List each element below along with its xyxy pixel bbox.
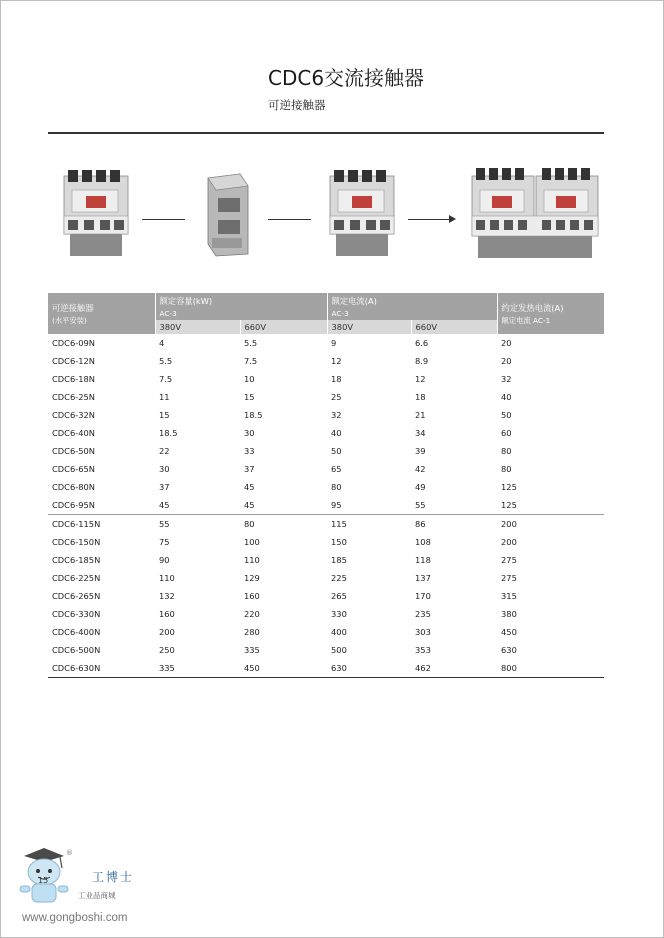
thermal-current-cell: 60	[501, 428, 512, 438]
current-380v-cell: 12	[331, 356, 342, 366]
power-380v-cell: 37	[159, 482, 170, 492]
model-cell: CDC6-225N	[52, 573, 101, 583]
power-660v-cell: 110	[244, 555, 260, 565]
power-380v-cell: 22	[159, 446, 170, 456]
reversing-contactor-image	[470, 166, 600, 260]
header-current	[327, 293, 497, 320]
table-header-row	[48, 293, 604, 320]
thermal-current-cell: 380	[501, 609, 517, 619]
current-660v-cell: 34	[415, 428, 426, 438]
header-model-label: 可逆接触器	[52, 302, 94, 313]
power-380v-cell: 18.5	[159, 428, 178, 438]
model-cell: CDC6-185N	[52, 555, 101, 565]
model-cell: CDC6-400N	[52, 627, 101, 637]
power-380v-cell: 90	[159, 555, 170, 565]
table-row	[48, 587, 604, 605]
subheader-660v-current: 660V	[411, 320, 497, 334]
model-cell: CDC6-80N	[52, 482, 96, 492]
current-660v-cell: 235	[415, 609, 431, 619]
interlock-module-image	[202, 172, 254, 258]
model-cell: CDC6-25N	[52, 392, 96, 402]
brand-name: 工博士	[92, 870, 135, 884]
model-cell: CDC6-500N	[52, 645, 101, 655]
current-380v-cell: 265	[331, 591, 347, 601]
model-cell: CDC6-09N	[52, 338, 96, 348]
power-380v-cell: 45	[159, 500, 170, 510]
current-380v-cell: 65	[331, 464, 342, 474]
thermal-current-cell: 20	[501, 356, 512, 366]
current-660v-cell: 108	[415, 537, 431, 547]
thermal-current-cell: 275	[501, 573, 517, 583]
power-380v-cell: 4	[159, 338, 165, 348]
model-cell: CDC6-12N	[52, 356, 96, 366]
current-660v-cell: 49	[415, 482, 426, 492]
header-thermal-label: 约定发热电流(A)	[501, 302, 564, 313]
current-380v-cell: 225	[331, 573, 347, 583]
current-380v-cell: 80	[331, 482, 342, 492]
thermal-current-cell: 315	[501, 591, 517, 601]
thermal-current-cell: 40	[501, 392, 512, 402]
power-660v-cell: 80	[240, 515, 327, 534]
power-380v-cell: 110	[159, 573, 175, 583]
table-row	[48, 406, 604, 424]
model-cell: CDC6-265N	[52, 591, 101, 601]
table-row	[48, 496, 604, 515]
specification-table	[48, 293, 605, 678]
header-current-label: 额定电流(A)	[331, 296, 377, 306]
current-380v-cell: 40	[331, 428, 342, 438]
current-380v-cell: 400	[331, 627, 347, 637]
power-380v-cell: 5.5	[159, 356, 173, 366]
table-row	[48, 515, 604, 534]
power-660v-cell: 7.5	[244, 356, 258, 366]
table-row	[48, 478, 604, 496]
thermal-current-cell: 80	[501, 464, 512, 474]
model-cell: CDC6-150N	[52, 537, 101, 547]
power-380v-cell: 11	[159, 392, 170, 402]
thermal-current-cell: 630	[501, 645, 517, 655]
table-row	[48, 641, 604, 659]
current-380v-cell: 500	[331, 645, 347, 655]
power-660v-cell: 450	[240, 659, 327, 678]
current-660v-cell: 170	[415, 591, 431, 601]
table-body	[48, 334, 604, 678]
power-380v-cell: 7.5	[159, 374, 173, 384]
brand-slogan: 工业品商城	[78, 891, 116, 900]
current-660v-cell: 39	[415, 446, 426, 456]
current-660v-cell: 12	[415, 374, 426, 384]
power-380v-cell: 15	[159, 410, 170, 420]
power-660v-cell: 160	[244, 591, 260, 601]
power-660v-cell: 335	[244, 645, 260, 655]
current-660v-cell: 21	[415, 410, 426, 420]
power-660v-cell: 10	[244, 374, 255, 384]
table-row	[48, 460, 604, 478]
model-cell: CDC6-95N	[52, 500, 96, 510]
table-row	[48, 424, 604, 442]
power-380v-cell: 200	[159, 627, 175, 637]
power-660v-cell: 45	[244, 482, 255, 492]
model-cell: CDC6-65N	[52, 464, 96, 474]
current-660v-cell: 303	[415, 627, 431, 637]
table-row	[48, 533, 604, 551]
current-380v-cell: 115	[327, 515, 411, 534]
model-cell: CDC6-330N	[52, 609, 101, 619]
thermal-current-cell: 275	[501, 555, 517, 565]
header-thermal	[497, 293, 604, 334]
power-660v-cell: 30	[244, 428, 255, 438]
header-model-note: (水平安装)	[52, 315, 87, 325]
subheader-380v-current: 380V	[327, 320, 411, 334]
current-660v-cell: 353	[415, 645, 431, 655]
power-660v-cell: 37	[244, 464, 255, 474]
page-title: CDC6交流接触器	[268, 66, 425, 90]
header-power	[155, 293, 327, 320]
current-380v-cell: 330	[331, 609, 347, 619]
power-660v-cell: 33	[244, 446, 255, 456]
model-cell: CDC6-50N	[52, 446, 96, 456]
thermal-current-cell: 80	[501, 446, 512, 456]
registered-mark: ®	[66, 849, 73, 857]
page-number-badge: 15	[38, 876, 49, 885]
table-row	[48, 442, 604, 460]
thermal-current-cell: 200	[501, 537, 517, 547]
header-current-category: AC-3	[331, 309, 349, 318]
arrow-right-icon	[449, 215, 456, 223]
power-660v-cell: 129	[244, 573, 260, 583]
current-660v-cell: 18	[415, 392, 426, 402]
power-660v-cell: 15	[244, 392, 255, 402]
current-660v-cell: 8.9	[415, 356, 429, 366]
model-cell: CDC6-32N	[52, 410, 96, 420]
current-380v-cell: 95	[331, 500, 342, 510]
power-380v-cell: 335	[155, 659, 240, 678]
power-380v-cell: 30	[159, 464, 170, 474]
current-660v-cell: 462	[411, 659, 497, 678]
subheader-660v-power: 660V	[240, 320, 327, 334]
contactor-image-1	[62, 168, 130, 258]
table-row	[48, 623, 604, 641]
power-380v-cell: 75	[159, 537, 170, 547]
thermal-current-cell: 800	[497, 659, 604, 678]
header-thermal-note: 额定电流 AC-1	[501, 315, 551, 325]
power-380v-cell: 132	[159, 591, 175, 601]
thermal-current-cell: 20	[501, 338, 512, 348]
thermal-current-cell: 50	[501, 410, 512, 420]
current-380v-cell: 32	[331, 410, 342, 420]
header-power-label: 额定容量(kW)	[159, 296, 213, 306]
power-660v-cell: 5.5	[244, 338, 258, 348]
table-row	[48, 551, 604, 569]
power-660v-cell: 100	[244, 537, 260, 547]
table-row	[48, 659, 604, 678]
current-380v-cell: 630	[327, 659, 411, 678]
subheader-380v-power: 380V	[155, 320, 240, 334]
current-380v-cell: 18	[331, 374, 342, 384]
contactor-image-2	[328, 168, 396, 258]
current-660v-cell: 137	[415, 573, 431, 583]
power-380v-cell: 55	[155, 515, 240, 534]
thermal-current-cell: 32	[501, 374, 512, 384]
model-cell: CDC6-18N	[52, 374, 96, 384]
table-row	[48, 388, 604, 406]
table-row	[48, 334, 604, 352]
thermal-current-cell: 125	[501, 482, 517, 492]
table-row	[48, 605, 604, 623]
power-660v-cell: 220	[244, 609, 260, 619]
current-380v-cell: 185	[331, 555, 347, 565]
model-cell: CDC6-115N	[48, 515, 155, 534]
model-cell: CDC6-630N	[48, 659, 155, 678]
table-row	[48, 569, 604, 587]
current-380v-cell: 150	[331, 537, 347, 547]
thermal-current-cell: 125	[501, 500, 517, 510]
current-660v-cell: 86	[411, 515, 497, 534]
power-660v-cell: 280	[244, 627, 260, 637]
current-380v-cell: 9	[331, 338, 337, 348]
model-cell: CDC6-40N	[52, 428, 96, 438]
title-divider	[48, 132, 604, 134]
page-subtitle: 可逆接触器	[268, 98, 326, 112]
table-row	[48, 370, 604, 388]
header-power-category: AC-3	[159, 309, 177, 318]
connector-arrow-line	[408, 219, 450, 220]
website-url: www.gongboshi.com	[22, 912, 128, 924]
table-row	[48, 352, 604, 370]
power-380v-cell: 160	[159, 609, 175, 619]
header-model	[48, 293, 155, 334]
thermal-current-cell: 450	[501, 627, 517, 637]
current-380v-cell: 50	[331, 446, 342, 456]
power-660v-cell: 18.5	[244, 410, 263, 420]
thermal-current-cell: 200	[497, 515, 604, 534]
current-380v-cell: 25	[331, 392, 342, 402]
connector-line-1	[142, 219, 185, 220]
current-660v-cell: 6.6	[415, 338, 429, 348]
power-380v-cell: 250	[159, 645, 175, 655]
current-660v-cell: 118	[415, 555, 431, 565]
connector-line-2	[268, 219, 311, 220]
current-660v-cell: 42	[415, 464, 426, 474]
current-660v-cell: 55	[415, 500, 426, 510]
power-660v-cell: 45	[244, 500, 255, 510]
